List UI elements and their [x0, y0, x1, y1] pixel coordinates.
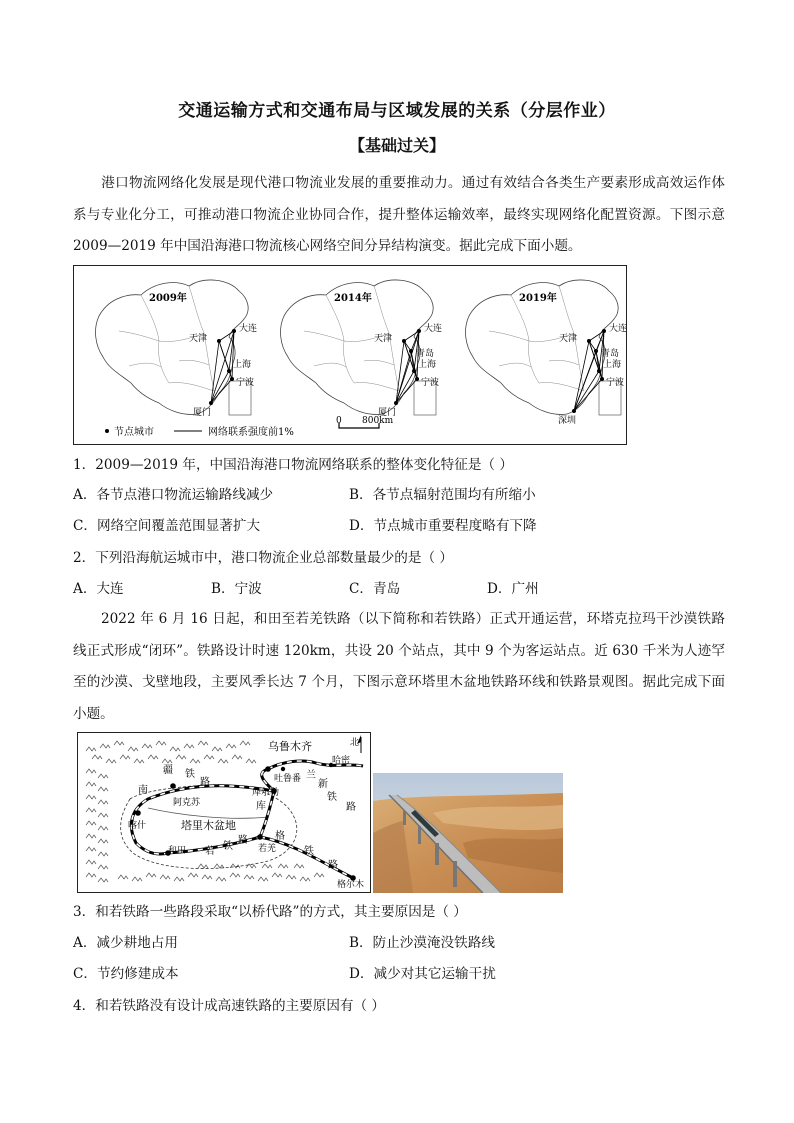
rail-char-lu4: 路	[238, 835, 248, 846]
node-city-marker	[232, 329, 236, 333]
q3-option-d[interactable]: D．减少对其它运输干扰	[349, 966, 496, 982]
intro-paragraph-1	[73, 168, 725, 263]
place-korla: 库尔勒	[252, 788, 280, 798]
place-hotan: 和田	[168, 846, 187, 856]
q1-option-c[interactable]: C．网络空间覆盖范围显著扩大	[73, 518, 261, 534]
rail-char-tie4: 铁	[223, 841, 233, 852]
map-year-label: 2009年	[149, 293, 187, 304]
node-city-marker	[587, 339, 591, 343]
intro-text-2: 2022 年 6 月 16 日起，和田至若羌铁路（以下简称和若铁路）正式开通运营，环塔克拉玛干沙漠铁路线正式形成“闭环”。铁路设计时速 120km，共设 20 个站点，其中 9 个为客运站点。近 630 千米为人迹罕至的沙漠、戈壁地段，主要风季长达 7 个月，下图示意环塔里木盆地铁路环线和铁路景观图。据此完成下面小题。	[73, 611, 725, 722]
rail-char-xin: 新	[318, 779, 328, 790]
place-hami: 哈密	[332, 756, 351, 766]
rail-char-lu3: 路	[328, 860, 338, 871]
node-city-label: 深圳	[558, 416, 577, 426]
map-year-label: 2019年	[519, 293, 557, 304]
q3-option-c[interactable]: C．节约修建成本	[73, 966, 179, 982]
node-city-label: 上海	[418, 360, 437, 370]
china-map-panel	[96, 280, 258, 418]
desert-railway-photo	[373, 773, 563, 893]
q1-option-b[interactable]: B．各节点辐射范围均有所缩小	[349, 487, 536, 503]
node-city-label: 大连	[609, 324, 626, 334]
map-year-label: 2014年	[334, 293, 372, 304]
node-city-label: 宁波	[421, 378, 440, 388]
rail-char-tie1: 铁	[185, 769, 195, 780]
scale-zero: 0	[336, 416, 342, 426]
node-city-marker	[415, 377, 419, 381]
node-city-marker	[597, 369, 601, 373]
node-city-marker	[217, 339, 221, 343]
north-arrow-icon	[350, 735, 361, 753]
port-network-figure	[73, 265, 627, 445]
document-title: 交通运输方式和交通布局与区域发展的关系（分层作业）	[178, 101, 616, 121]
rail-char-tie3: 铁	[304, 846, 314, 857]
node-city-marker	[409, 349, 413, 353]
question-3-stem: 3．和若铁路一些路段采取“以桥代路”的方式，其主要原因是（ ）	[73, 904, 467, 920]
q2-option-c[interactable]: C．青岛	[349, 581, 401, 597]
intro-paragraph-2	[73, 604, 725, 730]
node-city-marker	[412, 369, 416, 373]
node-city-label: 上海	[233, 360, 252, 370]
china-map-panel	[281, 280, 443, 418]
place-aksu: 阿克苏	[173, 798, 201, 808]
node-city-marker	[594, 349, 598, 353]
intro-text-1: 港口物流网络化发展是现代港口物流业发展的重要推动力。通过有效结合各类生产要素形成高效运作体系与专业化分工，可推动港口物流企业协同合作，提升整体运输效率，最终实现网络化配置资源。下图示意 2009—2019 年中国沿海港口物流核心网络空间分异结构演变。据此完成下面小题。	[73, 175, 725, 254]
legend-line-label: 网络联系强度前1%	[208, 427, 294, 438]
q2-option-d[interactable]: D．广州	[487, 581, 539, 597]
place-golmud: 格尔木	[337, 880, 365, 890]
node-city-label: 宁波	[606, 378, 625, 388]
q2-option-b[interactable]: B．宁波	[211, 581, 262, 597]
scale-label: 800km	[362, 416, 394, 426]
rail-char-lu1: 路	[200, 777, 210, 788]
place-tarim-basin: 塔里木盆地	[181, 819, 236, 832]
node-city-marker	[572, 409, 576, 413]
node-city-label: 大连	[239, 324, 258, 334]
place-kashgar: 喀什	[128, 821, 147, 831]
node-city-label: 厦门	[193, 408, 212, 418]
node-city-label: 天津	[374, 334, 393, 344]
rail-char-tie2: 铁	[327, 792, 337, 803]
q1-option-d[interactable]: D．节点城市重要程度略有下降	[349, 518, 537, 534]
node-city-label: 厦门	[378, 408, 397, 418]
node-city-marker	[230, 377, 234, 381]
rail-char-ge: 格	[275, 831, 285, 842]
rail-char-lan: 兰	[306, 770, 316, 781]
legend-node-label: 节点城市	[114, 427, 154, 438]
section-heading: 【基础过关】	[348, 136, 445, 155]
tarim-railway-map	[77, 732, 371, 893]
node-city-marker	[394, 401, 398, 405]
q3-option-b[interactable]: B．防止沙漠淹没铁路线	[349, 935, 495, 951]
node-city-marker	[417, 329, 421, 333]
q2-option-a[interactable]: A．大连	[73, 581, 124, 597]
node-city-marker	[209, 401, 213, 405]
node-city-label: 上海	[603, 360, 622, 370]
rail-char-ku: 库	[256, 801, 266, 812]
china-map-panel	[466, 280, 626, 426]
north-label: 北	[350, 738, 360, 748]
node-city-label: 大连	[424, 324, 443, 334]
question-4-stem: 4．和若铁路没有设计成高速铁路的主要原因有（ ）	[73, 998, 386, 1014]
q3-option-a[interactable]: A．减少耕地占用	[73, 935, 178, 951]
figure-legend	[105, 416, 394, 438]
q1-option-a[interactable]: A．各节点港口物流运输路线减少	[73, 487, 274, 503]
question-2-stem: 2．下列沿海航运城市中，港口物流企业总部数量最少的是（ ）	[73, 550, 453, 566]
node-city-label: 青岛	[416, 349, 435, 359]
node-city-label: 青岛	[601, 349, 620, 359]
node-city-marker	[227, 369, 231, 373]
rail-char-jiang: 疆	[163, 765, 173, 776]
rail-char-nan: 南	[138, 785, 148, 796]
node-city-label: 天津	[559, 334, 578, 344]
place-ruoqiang: 若羌	[258, 844, 277, 854]
node-city-marker	[600, 377, 604, 381]
node-city-label: 天津	[189, 334, 208, 344]
question-1-stem: 1．2009—2019 年，中国沿海港口物流网络联系的整体变化特征是（ ）	[73, 457, 513, 473]
china-map-panels	[96, 280, 626, 426]
place-turpan: 吐鲁番	[274, 774, 302, 784]
node-city-marker	[402, 339, 406, 343]
node-city-label: 宁波	[236, 378, 255, 388]
node-city-marker	[602, 329, 606, 333]
rail-char-ruo: 若	[205, 846, 215, 857]
place-urumqi: 乌鲁木齐	[268, 740, 312, 753]
rail-char-lu2: 路	[346, 802, 356, 813]
